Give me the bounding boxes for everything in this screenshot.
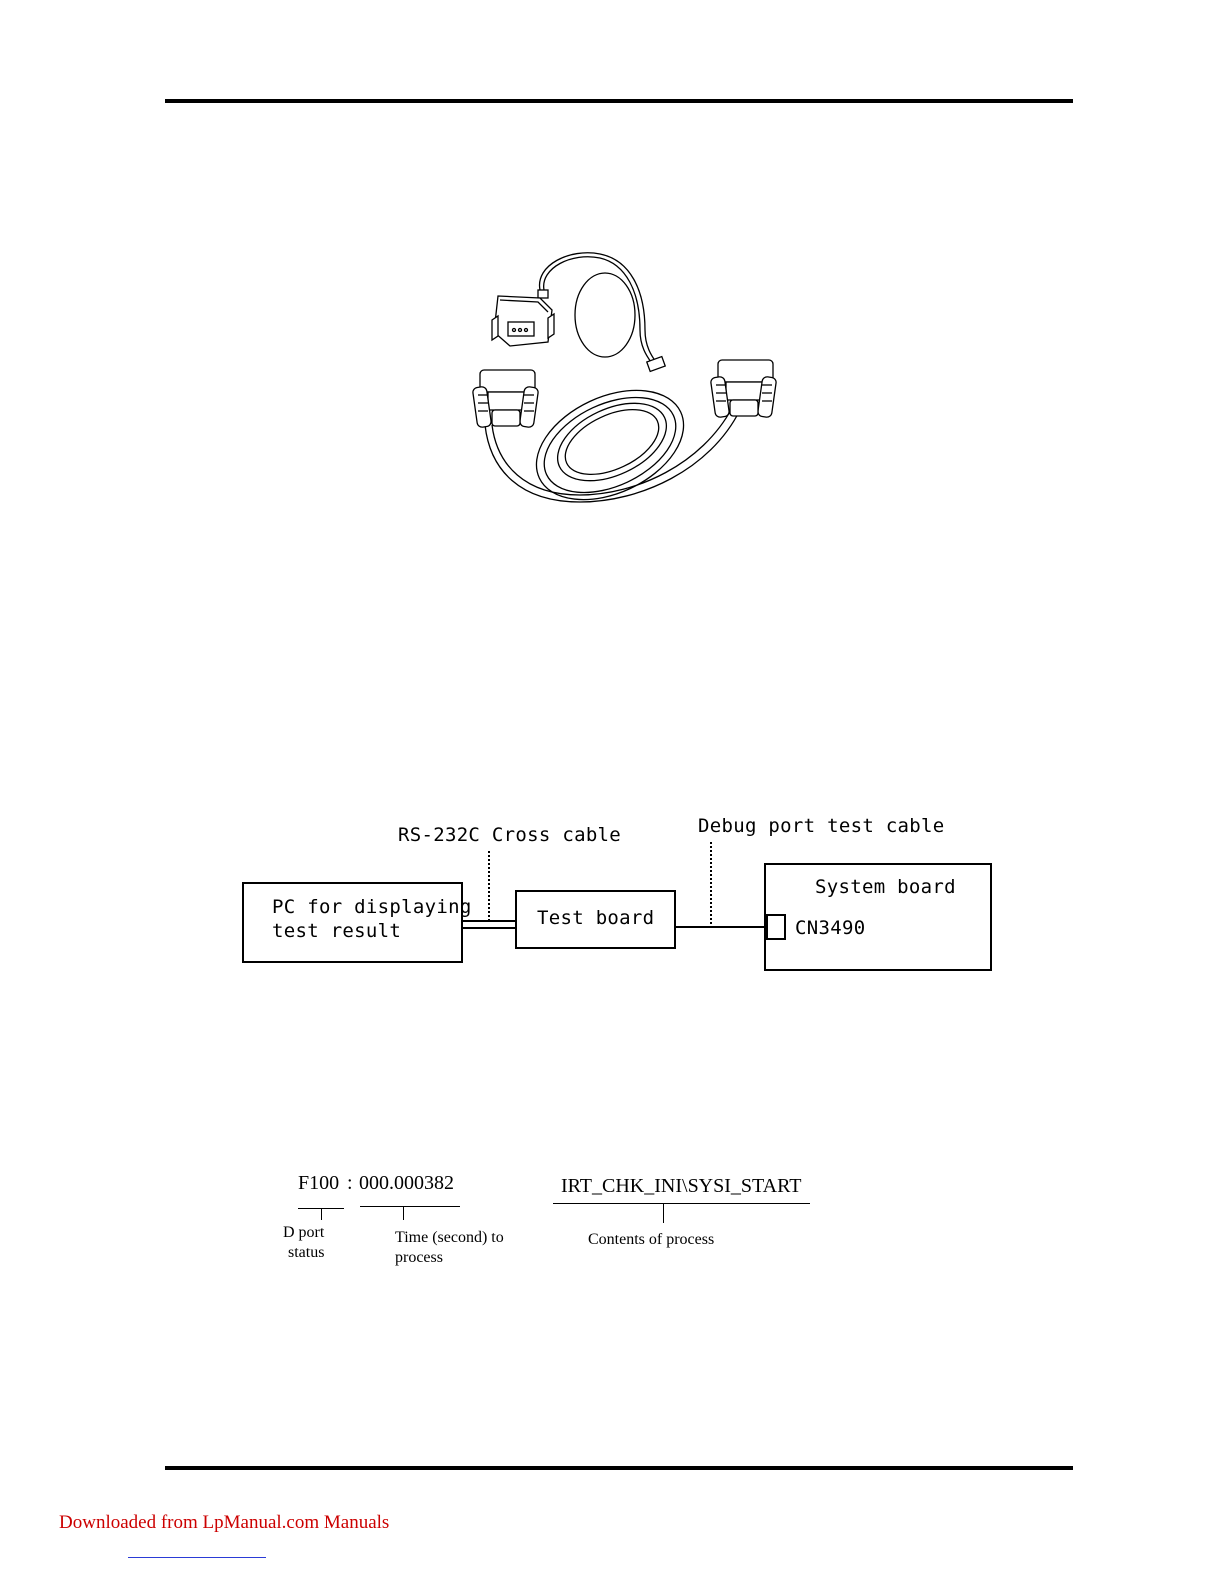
process-underline	[553, 1203, 810, 1204]
pc-box-line2: test result	[272, 920, 402, 942]
debug-cable-illustration	[440, 240, 800, 510]
test-board-label: Test board	[537, 907, 655, 929]
time-caption-2: process	[395, 1249, 443, 1266]
time-underline	[360, 1206, 460, 1207]
test-board-box	[515, 890, 676, 949]
process-code: IRT_CHK_INI\SYSI_START	[561, 1175, 802, 1197]
header-rule	[165, 99, 1073, 103]
debug-port-cable-label: Debug port test cable	[698, 815, 945, 837]
code-separator: :	[347, 1172, 353, 1194]
cross-cable-line-2	[463, 927, 516, 929]
cn3490-connector	[766, 914, 786, 940]
link-underline-decoration	[128, 1557, 266, 1558]
pc-box-line1: PC for displaying	[272, 896, 472, 918]
debug-leader-line	[710, 842, 712, 924]
debug-cable-line	[676, 926, 766, 928]
rs232c-leader-line	[488, 851, 490, 921]
connector-label: CN3490	[795, 917, 866, 939]
process-caption: Contents of process	[588, 1231, 715, 1248]
d-port-code: F100	[298, 1172, 340, 1194]
pc-box	[242, 882, 472, 963]
time-tick	[403, 1206, 404, 1220]
d-port-tick	[321, 1208, 322, 1220]
system-board-label: System board	[815, 876, 956, 898]
download-source-link[interactable]: Downloaded from LpManual.com Manuals	[59, 1512, 390, 1533]
footer-rule	[165, 1466, 1073, 1470]
cross-cable-line-1	[463, 920, 516, 922]
rs232c-cable-label: RS-232C Cross cable	[398, 824, 622, 846]
time-code: 000.000382	[359, 1172, 454, 1194]
process-tick	[663, 1203, 664, 1223]
d-port-caption-2: status	[288, 1244, 325, 1261]
d-port-caption-1: D port	[283, 1224, 325, 1241]
time-caption-1: Time (second) to	[395, 1229, 504, 1246]
system-board-box	[764, 863, 992, 971]
